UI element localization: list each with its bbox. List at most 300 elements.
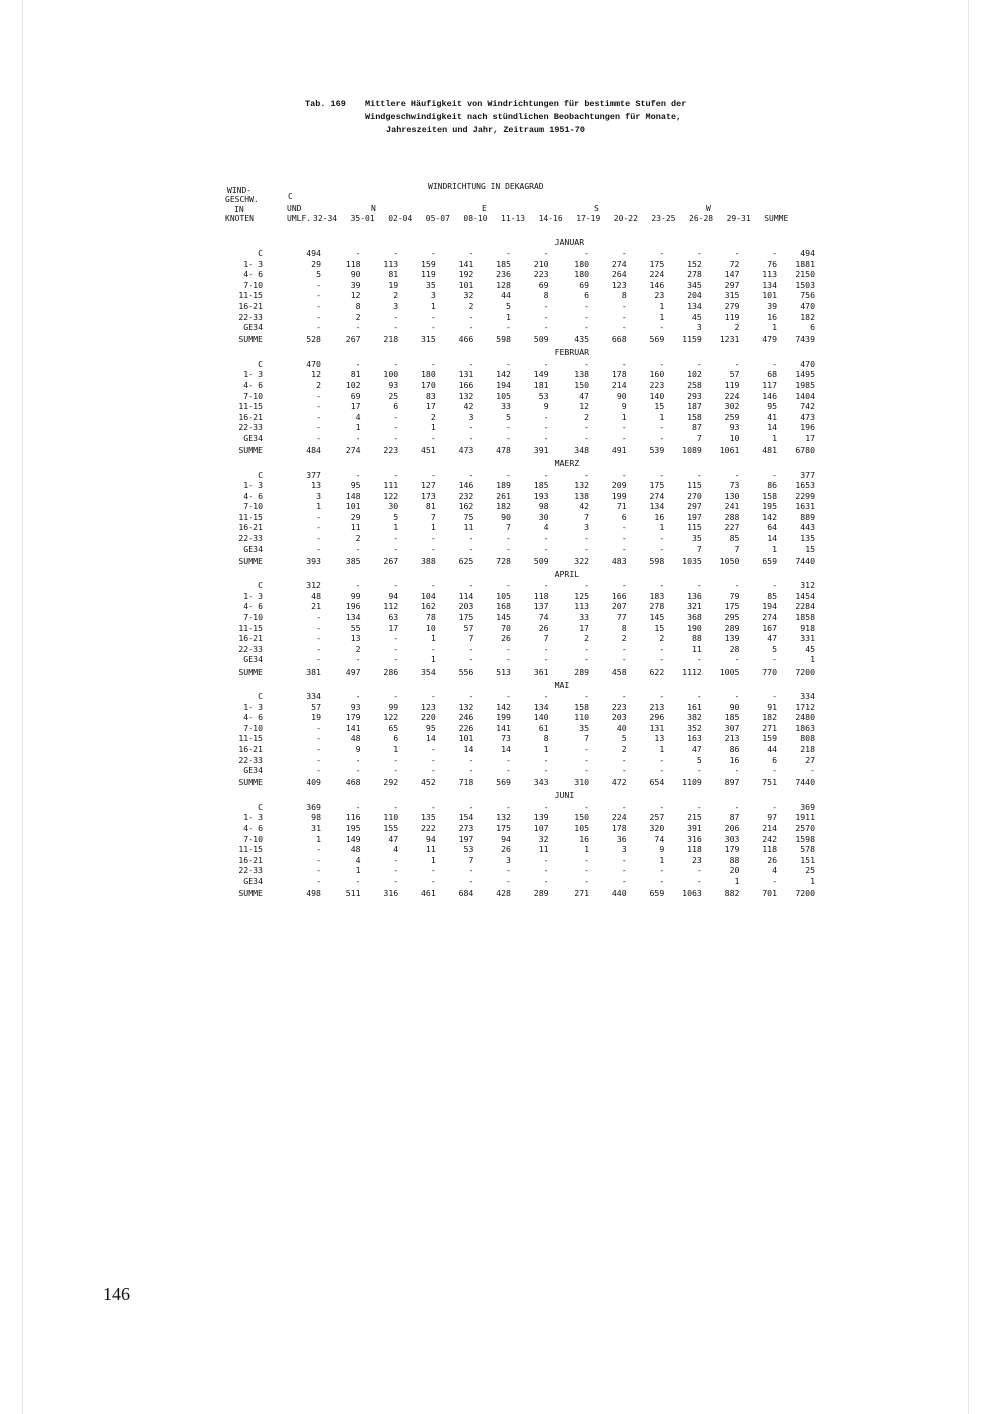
table-cell: 32 [538, 833, 549, 844]
table-cell: 146 [458, 480, 474, 491]
table-cell: - [659, 543, 665, 554]
table-cell: 114 [458, 590, 474, 601]
table-cell: - [621, 654, 627, 665]
table-cell: 48 [350, 733, 361, 744]
month-spacer [225, 790, 549, 802]
table-row [225, 591, 815, 602]
table-cell: 81 [425, 501, 436, 512]
table-cell: 101 [762, 290, 778, 301]
table-cell: - [506, 543, 511, 554]
month-title: JANUAR [554, 236, 585, 247]
table-cell: 227 [724, 522, 740, 533]
table-cell: 5 [506, 300, 511, 311]
calm-cell: 98 [311, 812, 321, 823]
table-row [225, 580, 815, 591]
table-row [225, 712, 815, 723]
column-header: 20-22 [613, 214, 638, 223]
table-cell: 119 [724, 379, 740, 390]
table-cell: 1 [430, 633, 436, 644]
table-cell: 214 [762, 822, 778, 833]
sum-cell: 1495 [795, 369, 816, 380]
table-row [225, 544, 815, 555]
table-cell: - [734, 469, 740, 480]
table-cell: 7 [696, 432, 702, 443]
table-cell: 78 [425, 612, 436, 623]
table-cell: - [468, 754, 474, 765]
table-cell: 668 [611, 334, 627, 345]
calm-cell: - [316, 401, 321, 412]
table-cell: - [506, 469, 511, 480]
table-cell: - [393, 691, 399, 701]
table-cell: 160 [649, 369, 665, 380]
calm-cell: - [316, 543, 321, 554]
table-cell: 6 [393, 401, 399, 412]
table-cell: - [584, 691, 590, 701]
calm-cell: 312 [306, 580, 321, 591]
table-number: Tab. 169 [305, 99, 346, 109]
table-cell: 141 [496, 722, 511, 733]
sum-cell: 1858 [795, 612, 816, 623]
row-label: 4- 6 [243, 379, 263, 390]
row-label: 11-15 [238, 290, 263, 301]
table-cell: 195 [345, 822, 361, 833]
table-cell: 483 [611, 555, 627, 566]
table-cell: 622 [649, 666, 665, 677]
table-cell: 625 [458, 555, 474, 566]
table-cell: 213 [649, 701, 665, 712]
row-label: C [258, 358, 263, 369]
row-label: SUMME [238, 666, 263, 677]
table-row [225, 876, 815, 887]
table-cell: 1 [430, 300, 436, 311]
row-label: 7-10 [243, 833, 263, 844]
table-cell: - [621, 311, 627, 322]
calm-cell: - [316, 722, 321, 733]
calm-cell: 470 [306, 358, 321, 369]
table-cell: 180 [574, 258, 590, 269]
table-cell: 1 [772, 432, 778, 443]
table-cell: - [468, 654, 474, 665]
row-label: 1- 3 [243, 812, 263, 823]
table-cell: 119 [724, 311, 740, 322]
table-cell: - [393, 754, 399, 765]
table-cell: 132 [574, 480, 590, 491]
table-cell: 41 [767, 411, 778, 422]
table-row [225, 887, 815, 901]
table-cell: 2 [734, 322, 740, 333]
table-cell: 61 [538, 722, 549, 733]
table-cell: 288 [724, 511, 740, 522]
sum-cell: 1503 [795, 279, 816, 290]
table-cell: - [659, 580, 665, 591]
table-cell: 7 [468, 854, 474, 865]
table-cell: 4 [543, 522, 549, 533]
row-label: GE34 [243, 875, 263, 886]
table-cell: 180 [574, 269, 590, 280]
table-cell: 132 [496, 812, 511, 823]
table-cell: - [430, 248, 436, 258]
table-cell: - [543, 691, 549, 701]
month-spacer [589, 458, 815, 470]
table-cell: 134 [649, 501, 665, 512]
table-row [225, 422, 815, 433]
table-cell: 42 [579, 501, 590, 512]
row-label: 16-21 [238, 522, 263, 533]
table-cell: - [543, 865, 549, 876]
sum-cell: 369 [800, 801, 816, 812]
table-cell: 175 [458, 612, 474, 623]
table-cell: 77 [616, 612, 627, 623]
table-cell: 203 [458, 601, 474, 612]
table-cell: 209 [611, 480, 627, 491]
table-cell: 135 [420, 812, 436, 823]
table-cell: 53 [463, 844, 474, 855]
table-cell: 178 [611, 822, 627, 833]
table-cell: 63 [388, 612, 399, 623]
table-cell: 132 [458, 390, 474, 401]
table-cell: 194 [762, 601, 778, 612]
table-cell: 1 [430, 854, 436, 865]
table-cell: 23 [654, 290, 665, 301]
table-cell: 451 [420, 445, 436, 456]
table-cell: 241 [724, 501, 740, 512]
table-row [225, 733, 815, 744]
table-cell: 223 [383, 445, 399, 456]
row-label: 11-15 [238, 622, 263, 633]
table-cell: - [430, 691, 436, 701]
table-cell: - [393, 865, 399, 876]
table-cell: 175 [724, 601, 740, 612]
table-cell: - [506, 322, 511, 333]
column-header: 08-10 [463, 214, 488, 223]
table-cell: 73 [729, 480, 740, 491]
calm-cell: - [316, 279, 321, 290]
column-header: 23-25 [651, 214, 676, 223]
table-cell: - [543, 248, 549, 258]
table-cell: 142 [762, 511, 778, 522]
table-cell: 1109 [682, 777, 702, 788]
table-cell: 90 [616, 390, 627, 401]
table-cell: 728 [496, 555, 511, 566]
calm-cell: 3 [316, 490, 321, 501]
table-cell: 1 [659, 411, 665, 422]
column-header: 29-31 [726, 214, 751, 223]
table-cell: 29 [350, 511, 361, 522]
table-cell: 718 [458, 777, 474, 788]
table-cell: 3 [393, 300, 399, 311]
calm-cell: 393 [306, 555, 321, 566]
table-cell: 130 [724, 490, 740, 501]
table-cell: 83 [425, 390, 436, 401]
table-cell: - [543, 643, 549, 654]
table-cell: - [543, 358, 549, 369]
table-cell: - [393, 358, 399, 369]
table-cell: 271 [762, 722, 778, 733]
table-cell: 3 [696, 322, 702, 333]
table-row [225, 512, 815, 523]
calm-cell: - [316, 622, 321, 633]
table-cell: 86 [729, 743, 740, 754]
table-cell: - [468, 469, 474, 480]
table-cell: 81 [350, 369, 361, 380]
row-label: 1- 3 [243, 701, 263, 712]
month-title: MAI [554, 679, 570, 690]
table-cell: 321 [687, 601, 702, 612]
sum-cell: 1598 [795, 833, 816, 844]
table-cell: - [355, 691, 361, 701]
table-cell: 316 [383, 888, 399, 899]
table-cell: - [621, 765, 627, 776]
table-cell: - [506, 654, 511, 665]
table-cell: 210 [533, 258, 549, 269]
calm-cell: - [316, 612, 321, 623]
table-row [225, 290, 815, 301]
row-label: C [258, 248, 263, 258]
month-title: JUNI [554, 790, 575, 801]
table-row [225, 834, 815, 845]
table-cell: 85 [729, 533, 740, 544]
caption-line-2: Windgeschwindigkeit nach stündlichen Beobachtungen für Monate, [365, 112, 682, 122]
compass-e: E [482, 204, 487, 213]
table-cell: - [621, 580, 627, 591]
table-cell: - [621, 300, 627, 311]
sum-cell: 15 [805, 543, 816, 554]
table-cell: 684 [458, 888, 474, 899]
table-cell: 352 [687, 722, 702, 733]
table-cell: 154 [458, 812, 474, 823]
table-cell: - [696, 469, 702, 480]
table-cell: - [355, 432, 361, 443]
table-cell: 9 [659, 844, 665, 855]
month-title: APRIL [554, 568, 580, 579]
row-label: 16-21 [238, 411, 263, 422]
table-cell: 659 [649, 888, 665, 899]
table-cell: - [734, 580, 740, 591]
table-cell: 4 [355, 411, 361, 422]
table-row [225, 391, 815, 402]
table-cell: 1 [772, 322, 778, 333]
row-head-2: GESCHW. [225, 195, 259, 204]
table-cell: 1 [734, 875, 740, 886]
table-cell: 5 [393, 511, 399, 522]
table-cell: 1 [355, 422, 361, 433]
table-cell: 5 [772, 643, 778, 654]
calm-head-2: UND [287, 204, 302, 213]
table-cell: 1 [430, 522, 436, 533]
calm-cell: 12 [311, 369, 321, 380]
table-cell: - [696, 875, 702, 886]
table-cell: 7 [543, 633, 549, 644]
table-row [225, 765, 815, 776]
table-cell: 497 [345, 666, 361, 677]
table-cell: 163 [687, 733, 702, 744]
row-label: C [258, 469, 263, 480]
table-cell: 93 [388, 379, 399, 390]
table-cell: 104 [420, 590, 436, 601]
table-cell: - [393, 533, 399, 544]
row-label: 7-10 [243, 501, 263, 512]
table-cell: - [584, 533, 590, 544]
calm-cell: 1 [316, 501, 321, 512]
table-row [225, 401, 815, 412]
table-cell: 94 [501, 833, 511, 844]
table-row [225, 744, 815, 755]
calm-cell: - [316, 533, 321, 544]
table-cell: 134 [533, 701, 549, 712]
table-cell: - [468, 801, 474, 812]
table-cell: - [430, 765, 436, 776]
table-row [225, 312, 815, 323]
table-cell: 125 [574, 590, 590, 601]
sum-cell: 1631 [795, 501, 816, 512]
page-number: 146 [103, 1284, 130, 1304]
table-cell: 343 [533, 777, 549, 788]
table-cell: - [772, 248, 778, 258]
table-row [225, 755, 815, 766]
table-cell: 161 [687, 701, 702, 712]
table-cell: 192 [458, 269, 474, 280]
table-cell: 70 [501, 622, 511, 633]
sum-cell: 182 [800, 311, 816, 322]
table-cell: 79 [729, 590, 740, 601]
row-head-3: IN [234, 205, 244, 214]
table-cell: - [543, 469, 549, 480]
table-cell: 303 [724, 833, 740, 844]
table-cell: 2 [355, 533, 361, 544]
table-cell: 8 [543, 733, 549, 744]
calm-head-1: C [288, 192, 293, 201]
table-cell: 166 [458, 379, 474, 390]
table-cell: 4 [355, 854, 361, 865]
table-cell: - [696, 580, 702, 591]
calm-cell: 484 [306, 445, 321, 456]
table-cell: 193 [533, 490, 549, 501]
table-cell: 149 [345, 833, 361, 844]
calm-cell: - [316, 875, 321, 886]
table-cell: - [543, 322, 549, 333]
calm-cell: 498 [306, 888, 321, 899]
table-cell: - [621, 248, 627, 258]
table-cell: 189 [496, 480, 511, 491]
table-cell: - [355, 654, 361, 665]
table-cell: 2 [430, 411, 436, 422]
table-cell: 223 [611, 701, 627, 712]
table-cell: 197 [458, 833, 474, 844]
table-cell: 115 [687, 522, 702, 533]
table-cell: - [659, 765, 665, 776]
table-cell: 598 [649, 555, 665, 566]
table-cell: 11 [538, 844, 549, 855]
sum-cell: 918 [800, 622, 816, 633]
table-cell: - [584, 643, 590, 654]
table-cell: 17 [350, 401, 361, 412]
calm-cell: - [316, 643, 321, 654]
caption-line-3: Jahreszeiten und Jahr, Zeitraum 1951-70 [386, 125, 585, 135]
table-cell: 140 [533, 712, 549, 723]
table-cell: 13 [654, 733, 665, 744]
table-cell: - [621, 875, 627, 886]
sum-cell: 45 [805, 643, 816, 654]
table-cell: 16 [767, 311, 778, 322]
table-cell: 44 [501, 290, 511, 301]
row-label: 22-33 [238, 643, 263, 654]
table-cell: 150 [574, 812, 590, 823]
table-cell: 69 [350, 390, 361, 401]
table-cell: 278 [687, 269, 702, 280]
table-cell: 2 [393, 290, 399, 301]
table-cell: 86 [767, 480, 778, 491]
table-cell: - [659, 865, 665, 876]
scan-edge-left [22, 0, 23, 1414]
table-cell: 14 [767, 422, 778, 433]
sum-cell: 331 [800, 633, 816, 644]
table-cell: 166 [611, 590, 627, 601]
table-cell: - [584, 754, 590, 765]
table-cell: 91 [767, 701, 778, 712]
table-row [225, 601, 815, 612]
table-cell: - [430, 801, 436, 812]
table-row [225, 433, 815, 444]
row-label: 7-10 [243, 722, 263, 733]
table-cell: - [772, 691, 778, 701]
table-cell: - [621, 643, 627, 654]
table-cell: - [468, 422, 474, 433]
table-cell: 481 [762, 445, 778, 456]
table-cell: 69 [538, 279, 549, 290]
table-cell: 113 [383, 258, 399, 269]
table-row [225, 654, 815, 665]
table-cell: - [506, 643, 511, 654]
table-cell: 142 [496, 369, 511, 380]
table-cell: 175 [496, 822, 511, 833]
table-cell: 466 [458, 334, 474, 345]
table-cell: 123 [420, 701, 436, 712]
table-cell: - [584, 865, 590, 876]
table-cell: - [772, 801, 778, 812]
table-cell: - [430, 580, 436, 591]
table-cell: 428 [496, 888, 511, 899]
sum-cell: 494 [800, 248, 816, 258]
sum-cell: 7440 [795, 777, 816, 788]
compass-w: W [706, 204, 711, 213]
table-cell: 127 [420, 480, 436, 491]
table-cell: 751 [762, 777, 778, 788]
table-cell: 468 [345, 777, 361, 788]
table-cell: 71 [616, 501, 627, 512]
table-cell: - [621, 854, 627, 865]
table-cell: 53 [538, 390, 549, 401]
table-cell: - [659, 248, 665, 258]
table-cell: 296 [649, 712, 665, 723]
table-cell: - [393, 633, 399, 644]
table-cell: 141 [345, 722, 361, 733]
sum-cell: 312 [800, 580, 816, 591]
table-cell: 167 [762, 622, 778, 633]
table-cell: 509 [533, 334, 549, 345]
table-cell: - [430, 743, 436, 754]
table-cell: 897 [724, 777, 740, 788]
table-cell: - [584, 580, 590, 591]
table-cell: 232 [458, 490, 474, 501]
table-cell: - [584, 469, 590, 480]
table-cell: 267 [345, 334, 361, 345]
table-cell: 197 [687, 511, 702, 522]
table-cell: 1 [393, 522, 399, 533]
table-cell: 16 [654, 511, 665, 522]
row-head-1: WIND- [227, 186, 252, 195]
table-cell: 12 [579, 401, 590, 412]
table-cell: 1 [355, 865, 361, 876]
